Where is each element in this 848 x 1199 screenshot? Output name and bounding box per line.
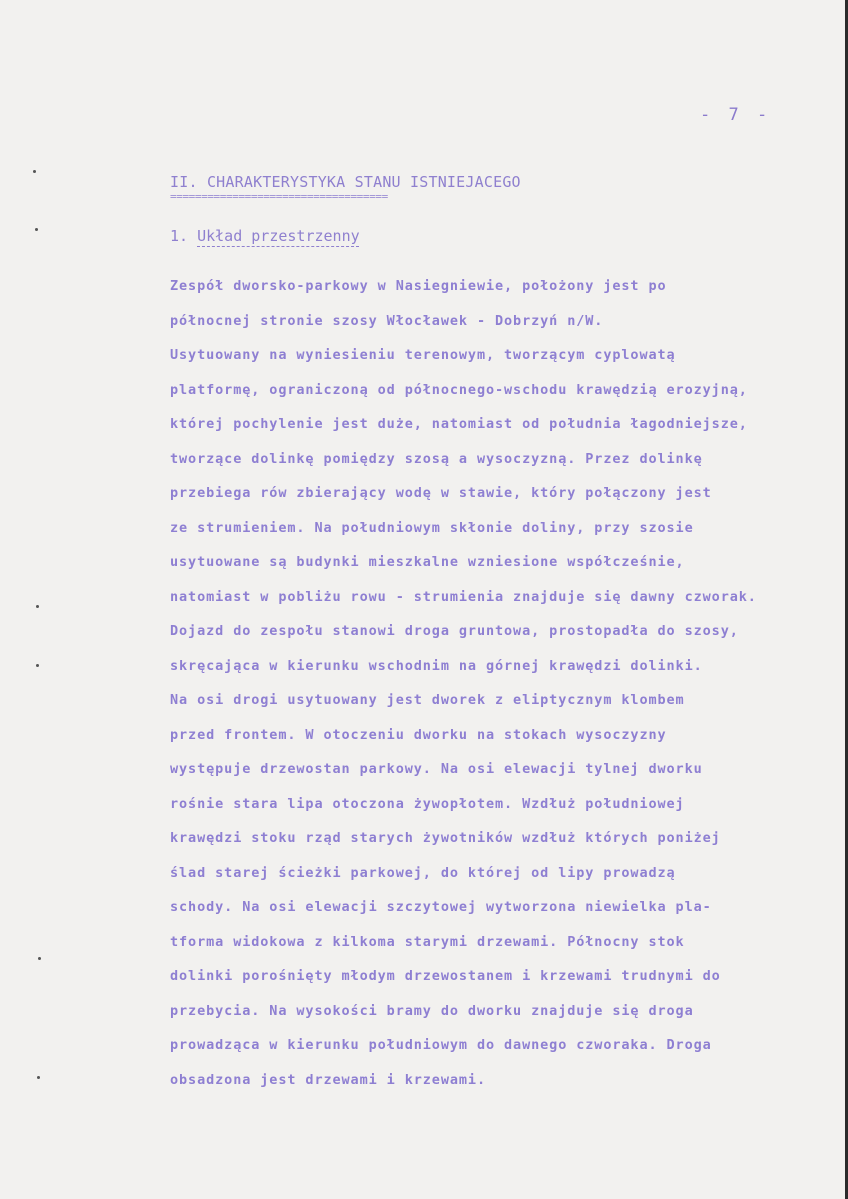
text-line: prowadząca w kierunku południowym do dawnego czworaka. Droga [170,1037,712,1053]
text-line: obsadzona jest drzewami i krzewami. [170,1071,486,1088]
chapter-heading [170,173,521,191]
chapter-underline: =================================== [170,190,388,203]
margin-dot [37,1076,40,1079]
text-line: tworzące dolinkę pomiędzy szosą a wysoczyzną. Przez dolinkę [170,450,703,467]
text-line: usytuowane są budynki mieszkalne wzniesione współcześnie, [170,554,685,570]
text-line: Na osi drogi usytuowany jest dworek z eliptycznym klombem [170,692,685,708]
text-line: dolinki porośnięty młodym drzewostanem i krzewami trudnymi do [170,968,721,984]
section-heading [170,227,360,245]
page-number: - 7 - [700,105,772,125]
text-line: krawędzi stoku rząd starych żywotników wzdłuż których poniżej [170,830,721,846]
text-line: skręcająca w kierunku wschodnim na górnej krawędzi dolinki. [170,657,703,674]
text-line: natomiast w pobliżu rowu - strumienia znajduje się dawny czworak. [170,588,757,605]
text-line: Zespół dworsko-parkowy w Nasiegniewie, położony jest po [170,278,667,294]
text-line: Dojazd do zespołu stanowi droga gruntowa, prostopadła do szosy, [170,623,739,639]
text-line: przed frontem. W otoczeniu dworku na stokach wysoczyzny [170,726,667,743]
text-line: ze strumieniem. Na południowym skłonie doliny, przy szosie [170,519,694,536]
section-title: Układ przestrzenny [197,227,360,245]
chapter-numeral: II. [170,173,198,191]
text-line: platformę, ograniczoną od północnego-wschodu krawędzią erozyjną, [170,381,748,398]
text-line: rośnie stara lipa otoczona żywopłotem. Wzdłuż południowej [170,795,685,812]
text-line: przebiega rów zbierający wodę w stawie, który połączony jest [170,485,712,501]
text-line: przebycia. Na wysokości bramy do dworku znajduje się droga [170,1002,694,1019]
body-paragraph [170,269,848,1097]
margin-dot [38,957,41,960]
text-line: Usytuowany na wyniesieniu terenowym, tworzącym cyplowatą [170,347,676,363]
text-line: tforma widokowa z kilkoma starymi drzewami. Północny stok [170,933,685,950]
text-line: schody. Na osi elewacji szczytowej wytworzona niewielka pla- [170,899,712,915]
margin-dot [36,664,39,667]
text-line: której pochylenie jest duże, natomiast od południa łagodniejsze, [170,416,748,432]
chapter-title: CHARAKTERYSTYKA STANU ISTNIEJACEGO [206,173,521,191]
margin-dot [36,605,39,608]
section-number: 1. [170,227,189,245]
margin-dot [35,228,38,231]
text-line: występuje drzewostan parkowy. Na osi elewacji tylnej dworku [170,761,703,777]
text-line: północnej stronie szosy Włocławek - Dobrzyń n/W. [170,312,604,329]
text-line: ślad starej ścieżki parkowej, do której od lipy prowadzą [170,864,676,881]
margin-dot [33,170,36,173]
